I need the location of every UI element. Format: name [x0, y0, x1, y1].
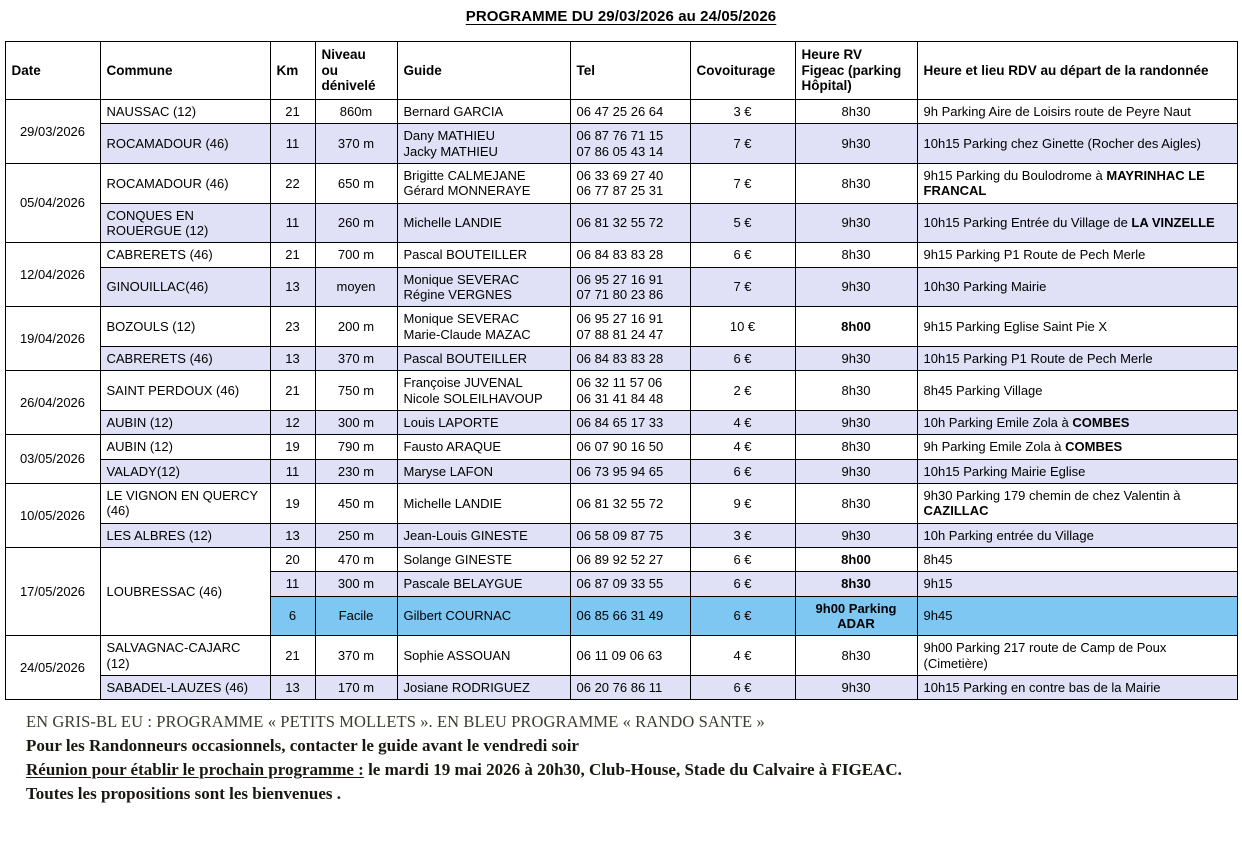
table-row — [5, 547, 1237, 571]
cell-date: 26/04/2026 — [5, 371, 100, 435]
table-row — [5, 346, 1237, 370]
cell-km: 21 — [270, 636, 315, 676]
cell-km: 21 — [270, 243, 315, 267]
guide-name-primary: Louis LAPORTE — [403, 414, 499, 430]
tel-primary: 06 84 83 83 28 — [576, 350, 664, 366]
rdv-text: 9h15 — [923, 576, 953, 592]
guide-name-primary: Fausto ARAQUE — [403, 439, 502, 455]
guide-name-secondary: Marie-Claude MAZAC — [403, 326, 531, 342]
cell-tel — [570, 371, 690, 411]
tel-primary: 06 84 65 17 33 — [576, 414, 664, 430]
guide-name-primary: Dany MATHIEU — [403, 128, 495, 144]
tel-primary: 06 81 32 55 72 — [576, 495, 664, 511]
cell-guide — [397, 459, 570, 483]
cell-tel — [570, 346, 690, 370]
cell-km: 13 — [270, 675, 315, 699]
cell-heure-rv: 8h30 — [795, 572, 917, 596]
cell-niveau: 470 m — [315, 547, 397, 571]
note-line-4: Toutes les propositions sont les bienvenues . — [26, 783, 342, 803]
cell-tel — [570, 675, 690, 699]
cell-niveau: Facile — [315, 596, 397, 636]
cell-covoiturage: 6 € — [690, 572, 795, 596]
note-line-3-underlined: Réunion pour établir le prochain programme : — [26, 759, 364, 779]
cell-heure-rv: 8h30 — [795, 243, 917, 267]
cell-commune: CABRERETS (46) — [100, 243, 270, 267]
cell-guide — [397, 596, 570, 636]
table-header — [5, 42, 1237, 100]
cell-covoiturage: 2 € — [690, 371, 795, 411]
column-header-niveau-line1: Niveau — [321, 46, 366, 62]
cell-guide — [397, 267, 570, 307]
rdv-text: 8h45 Parking Village — [923, 382, 1043, 398]
cell-date: 17/05/2026 — [5, 547, 100, 635]
cell-covoiturage: 7 € — [690, 163, 795, 203]
cell-commune: AUBIN (12) — [100, 410, 270, 434]
cell-covoiturage: 4 € — [690, 435, 795, 459]
column-header-rdv: Heure et lieu RDV au départ de la randonnée — [917, 42, 1237, 100]
cell-rdv — [917, 483, 1237, 523]
cell-commune: GINOUILLAC(46) — [100, 267, 270, 307]
rdv-text: 10h15 Parking Mairie Eglise — [923, 463, 1086, 479]
cell-niveau: 650 m — [315, 163, 397, 203]
rdv-location-emphasis: LA VINZELLE — [1131, 215, 1215, 231]
guide-name-primary: Sophie ASSOUAN — [403, 647, 511, 663]
cell-tel — [570, 124, 690, 164]
cell-guide — [397, 124, 570, 164]
guide-name-primary: Pascal BOUTEILLER — [403, 247, 528, 263]
cell-commune: LE VIGNON EN QUERCY (46) — [100, 483, 270, 523]
cell-heure-rv: 8h00 — [795, 547, 917, 571]
cell-guide — [397, 371, 570, 411]
cell-covoiturage: 3 € — [690, 100, 795, 124]
cell-covoiturage: 6 € — [690, 596, 795, 636]
cell-km: 20 — [270, 547, 315, 571]
cell-heure-rv: 8h30 — [795, 100, 917, 124]
rdv-text: 10h15 Parking P1 Route de Pech Merle — [923, 350, 1153, 366]
cell-rdv — [917, 675, 1237, 699]
cell-commune: VALADY(12) — [100, 459, 270, 483]
cell-commune: SALVAGNAC-CAJARC (12) — [100, 636, 270, 676]
cell-guide — [397, 410, 570, 434]
table-row — [5, 100, 1237, 124]
rdv-text: 10h Parking Emile Zola à — [923, 414, 1073, 430]
table-row — [5, 124, 1237, 164]
guide-name-primary: Michelle LANDIE — [403, 215, 502, 231]
cell-niveau: 370 m — [315, 346, 397, 370]
tel-primary: 06 20 76 86 11 — [576, 679, 663, 695]
table-row — [5, 483, 1237, 523]
cell-niveau: 230 m — [315, 459, 397, 483]
cell-km: 13 — [270, 267, 315, 307]
cell-rdv — [917, 267, 1237, 307]
guide-name-secondary: Gérard MONNERAYE — [403, 183, 531, 199]
table-row — [5, 636, 1237, 676]
tel-primary: 06 85 66 31 49 — [576, 608, 664, 624]
rdv-text: 9h30 Parking 179 chemin de chez Valentin à — [923, 487, 1181, 503]
guide-name-primary: Josiane RODRIGUEZ — [403, 679, 530, 695]
note-line-2: Pour les Randonneurs occasionnels, contacter le guide avant le vendredi soir — [26, 735, 579, 755]
guide-name-primary: Solange GINESTE — [403, 551, 512, 567]
cell-heure-rv: 9h30 — [795, 410, 917, 434]
rdv-text: 9h15 Parking du Boulodrome à — [923, 167, 1107, 183]
cell-km: 13 — [270, 346, 315, 370]
tel-secondary: 07 71 80 23 86 — [576, 286, 664, 302]
tel-primary: 06 89 92 52 27 — [576, 551, 664, 567]
cell-guide — [397, 100, 570, 124]
table-row — [5, 267, 1237, 307]
table-row — [5, 203, 1237, 243]
cell-niveau: 260 m — [315, 203, 397, 243]
table-row — [5, 675, 1237, 699]
table-row — [5, 459, 1237, 483]
column-header-tel: Tel — [570, 42, 690, 100]
cell-covoiturage: 6 € — [690, 346, 795, 370]
cell-tel — [570, 523, 690, 547]
cell-km: 11 — [270, 572, 315, 596]
cell-heure-rv: 9h30 — [795, 675, 917, 699]
cell-niveau: 860m — [315, 100, 397, 124]
cell-heure-rv: 8h30 — [795, 483, 917, 523]
cell-rdv — [917, 307, 1237, 347]
guide-name-primary: Gilbert COURNAC — [403, 608, 512, 624]
cell-heure-rv: 8h30 — [795, 435, 917, 459]
cell-heure-rv: 9h30 — [795, 267, 917, 307]
tel-primary: 06 11 09 06 63 — [576, 647, 663, 663]
rdv-text: 10h15 Parking en contre bas de la Mairie — [923, 679, 1161, 695]
cell-niveau: 200 m — [315, 307, 397, 347]
cell-rdv — [917, 410, 1237, 434]
cell-commune: BOZOULS (12) — [100, 307, 270, 347]
cell-rdv — [917, 371, 1237, 411]
rdv-text: 9h Parking Aire de Loisirs route de Peyre Naut — [923, 104, 1191, 119]
cell-rdv — [917, 346, 1237, 370]
cell-tel — [570, 203, 690, 243]
cell-km: 19 — [270, 435, 315, 459]
tel-primary: 06 32 11 57 06 — [576, 375, 663, 391]
tel-primary: 06 84 83 83 28 — [576, 247, 664, 263]
cell-guide — [397, 163, 570, 203]
cell-km: 21 — [270, 100, 315, 124]
rdv-text: 9h15 Parking Eglise Saint Pie X — [923, 318, 1108, 334]
cell-commune: NAUSSAC (12) — [100, 100, 270, 124]
rdv-location-emphasis: CAZILLAC — [923, 503, 989, 519]
guide-name-primary: Pascal BOUTEILLER — [403, 350, 528, 366]
note-line-3 — [26, 758, 1242, 782]
column-header-heure-rv-line3: Hôpital) — [801, 78, 852, 94]
guide-name-primary: Brigitte CALMEJANE — [403, 167, 526, 183]
cell-tel — [570, 572, 690, 596]
cell-niveau: 750 m — [315, 371, 397, 411]
cell-tel — [570, 459, 690, 483]
cell-covoiturage: 6 € — [690, 243, 795, 267]
cell-km: 11 — [270, 459, 315, 483]
cell-km: 12 — [270, 410, 315, 434]
cell-km: 19 — [270, 483, 315, 523]
table-header-row — [5, 42, 1237, 100]
tel-secondary: 06 77 87 25 31 — [576, 183, 664, 199]
cell-guide — [397, 435, 570, 459]
cell-tel — [570, 435, 690, 459]
cell-niveau: 370 m — [315, 636, 397, 676]
column-header-heure-rv — [795, 42, 917, 100]
rdv-text: 9h Parking Emile Zola à — [923, 439, 1066, 455]
cell-rdv — [917, 596, 1237, 636]
guide-name-primary: Michelle LANDIE — [403, 495, 502, 511]
cell-commune: SAINT PERDOUX (46) — [100, 371, 270, 411]
cell-guide — [397, 243, 570, 267]
cell-date: 12/04/2026 — [5, 243, 100, 307]
table-row — [5, 163, 1237, 203]
rdv-text: 10h15 Parking Entrée du Village de — [923, 215, 1132, 231]
cell-heure-rv: 9h00 Parking ADAR — [795, 596, 917, 636]
cell-guide — [397, 307, 570, 347]
cell-date: 19/04/2026 — [5, 307, 100, 371]
cell-covoiturage: 7 € — [690, 267, 795, 307]
note-line-3-rest: le mardi 19 mai 2026 à 20h30, Club-House, Stade du Calvaire à FIGEAC. — [363, 759, 902, 779]
cell-guide — [397, 483, 570, 523]
cell-rdv — [917, 163, 1237, 203]
cell-date: 03/05/2026 — [5, 435, 100, 484]
cell-rdv — [917, 572, 1237, 596]
cell-commune: CONQUES EN ROUERGUE (12) — [100, 203, 270, 243]
cell-date: 24/05/2026 — [5, 636, 100, 700]
tel-secondary: 07 88 81 24 47 — [576, 326, 664, 342]
rdv-text: 9h15 Parking P1 Route de Pech Merle — [923, 247, 1146, 263]
cell-heure-rv: 8h30 — [795, 636, 917, 676]
table-body — [5, 100, 1237, 700]
tel-primary: 06 87 09 33 55 — [576, 576, 664, 592]
cell-rdv — [917, 459, 1237, 483]
table-row — [5, 243, 1237, 267]
page-title-text: PROGRAMME DU 29/03/2026 au 24/05/2026 — [465, 8, 777, 25]
rdv-location-emphasis: MAYRINHAC LE FRANCAL — [923, 167, 1205, 199]
cell-niveau: moyen — [315, 267, 397, 307]
column-header-niveau — [315, 42, 397, 100]
cell-niveau: 790 m — [315, 435, 397, 459]
cell-tel — [570, 483, 690, 523]
column-header-heure-rv-line1: Heure RV — [801, 46, 863, 62]
cell-covoiturage: 9 € — [690, 483, 795, 523]
cell-km: 11 — [270, 124, 315, 164]
cell-covoiturage: 5 € — [690, 203, 795, 243]
cell-tel — [570, 100, 690, 124]
cell-commune: ROCAMADOUR (46) — [100, 163, 270, 203]
rdv-text: 10h15 Parking chez Ginette (Rocher des Aigles) — [923, 135, 1201, 151]
guide-name-primary: Monique SEVERAC — [403, 311, 520, 327]
cell-covoiturage: 6 € — [690, 459, 795, 483]
cell-guide — [397, 523, 570, 547]
cell-commune: SABADEL-LAUZES (46) — [100, 675, 270, 699]
cell-tel — [570, 410, 690, 434]
guide-name-secondary: Nicole SOLEILHAVOUP — [403, 390, 543, 406]
cell-niveau: 700 m — [315, 243, 397, 267]
cell-guide — [397, 346, 570, 370]
rdv-text: 10h30 Parking Mairie — [923, 279, 1047, 295]
cell-heure-rv: 9h30 — [795, 346, 917, 370]
cell-covoiturage: 4 € — [690, 410, 795, 434]
cell-rdv — [917, 203, 1237, 243]
cell-covoiturage: 7 € — [690, 124, 795, 164]
cell-guide — [397, 675, 570, 699]
cell-date: 10/05/2026 — [5, 483, 100, 547]
cell-commune: AUBIN (12) — [100, 435, 270, 459]
table-row — [5, 371, 1237, 411]
cell-heure-rv: 9h30 — [795, 459, 917, 483]
guide-name-primary: Françoise JUVENAL — [403, 375, 523, 391]
cell-guide — [397, 572, 570, 596]
rdv-text: 8h45 — [923, 551, 953, 567]
cell-tel — [570, 267, 690, 307]
cell-commune: CABRERETS (46) — [100, 346, 270, 370]
cell-covoiturage: 6 € — [690, 675, 795, 699]
rdv-text: 10h Parking entrée du Village — [923, 527, 1094, 543]
column-header-heure-rv-line2: Figeac (parking — [801, 62, 902, 78]
tel-primary: 06 73 95 94 65 — [576, 463, 664, 479]
tel-primary: 06 07 90 16 50 — [576, 439, 664, 455]
column-header-date: Date — [5, 42, 100, 100]
cell-km: 22 — [270, 163, 315, 203]
guide-name-secondary: Jacky MATHIEU — [403, 143, 498, 159]
tel-primary: 06 95 27 16 91 — [576, 271, 664, 287]
column-header-covoiturage: Covoiturage — [690, 42, 795, 100]
guide-name-primary: Jean-Louis GINESTE — [403, 527, 528, 543]
guide-name-secondary: Régine VERGNES — [403, 286, 512, 302]
cell-niveau: 170 m — [315, 675, 397, 699]
cell-rdv — [917, 124, 1237, 164]
cell-covoiturage: 10 € — [690, 307, 795, 347]
page-title — [0, 0, 1242, 25]
cell-km: 23 — [270, 307, 315, 347]
table-row — [5, 410, 1237, 434]
cell-km: 21 — [270, 371, 315, 411]
rdv-text: 9h45 — [923, 608, 953, 624]
cell-commune: ROCAMADOUR (46) — [100, 124, 270, 164]
tel-primary: 06 87 76 71 15 — [576, 128, 664, 144]
cell-date: 05/04/2026 — [5, 163, 100, 242]
cell-guide — [397, 203, 570, 243]
cell-niveau: 300 m — [315, 572, 397, 596]
column-header-niveau-line3: dénivelé — [321, 78, 376, 94]
cell-heure-rv: 8h00 — [795, 307, 917, 347]
column-header-km: Km — [270, 42, 315, 100]
cell-rdv — [917, 523, 1237, 547]
table-row — [5, 523, 1237, 547]
table-row — [5, 307, 1237, 347]
cell-rdv — [917, 636, 1237, 676]
tel-primary: 06 33 69 27 40 — [576, 167, 664, 183]
table-row — [5, 435, 1237, 459]
cell-covoiturage: 3 € — [690, 523, 795, 547]
cell-heure-rv: 9h30 — [795, 124, 917, 164]
cell-tel — [570, 596, 690, 636]
cell-guide — [397, 636, 570, 676]
cell-covoiturage: 6 € — [690, 547, 795, 571]
cell-tel — [570, 243, 690, 267]
cell-rdv — [917, 435, 1237, 459]
cell-rdv — [917, 100, 1237, 124]
cell-tel — [570, 163, 690, 203]
column-header-commune: Commune — [100, 42, 270, 100]
cell-tel — [570, 307, 690, 347]
cell-tel — [570, 636, 690, 676]
tel-secondary: 07 86 05 43 14 — [576, 143, 664, 159]
cell-date: 29/03/2026 — [5, 100, 100, 164]
footer-notes — [26, 710, 1242, 806]
cell-km: 6 — [270, 596, 315, 636]
tel-primary: 06 58 09 87 75 — [576, 527, 664, 543]
tel-secondary: 06 31 41 84 48 — [576, 390, 664, 406]
note-line-1: EN GRIS-BL EU : PROGRAMME « PETITS MOLLETS ». EN BLEU PROGRAMME « RANDO SANTE » — [26, 712, 765, 732]
cell-rdv — [917, 243, 1237, 267]
guide-name-primary: Monique SEVERAC — [403, 271, 520, 287]
cell-heure-rv: 8h30 — [795, 371, 917, 411]
cell-covoiturage: 4 € — [690, 636, 795, 676]
cell-niveau: 370 m — [315, 124, 397, 164]
guide-name-primary: Maryse LAFON — [403, 463, 494, 479]
rdv-location-emphasis: COMBES — [1072, 414, 1130, 430]
cell-niveau: 300 m — [315, 410, 397, 434]
rdv-text: 9h00 Parking 217 route de Camp de Poux (Cimetière) — [923, 640, 1167, 671]
column-header-niveau-line2: ou — [321, 62, 338, 78]
rdv-location-emphasis: COMBES — [1065, 439, 1123, 455]
cell-rdv — [917, 547, 1237, 571]
cell-guide — [397, 547, 570, 571]
cell-commune: LES ALBRES (12) — [100, 523, 270, 547]
cell-heure-rv: 8h30 — [795, 163, 917, 203]
cell-km: 11 — [270, 203, 315, 243]
tel-primary: 06 95 27 16 91 — [576, 311, 664, 327]
cell-heure-rv: 9h30 — [795, 523, 917, 547]
cell-tel — [570, 547, 690, 571]
cell-niveau: 250 m — [315, 523, 397, 547]
programme-table — [5, 41, 1238, 700]
tel-primary: 06 81 32 55 72 — [576, 215, 664, 231]
guide-name-primary: Bernard GARCIA — [403, 104, 504, 119]
guide-name-primary: Pascale BELAYGUE — [403, 576, 523, 592]
cell-commune: LOUBRESSAC (46) — [100, 547, 270, 635]
cell-heure-rv: 9h30 — [795, 203, 917, 243]
cell-km: 13 — [270, 523, 315, 547]
tel-primary: 06 47 25 26 64 — [576, 104, 664, 119]
column-header-guide: Guide — [397, 42, 570, 100]
cell-niveau: 450 m — [315, 483, 397, 523]
